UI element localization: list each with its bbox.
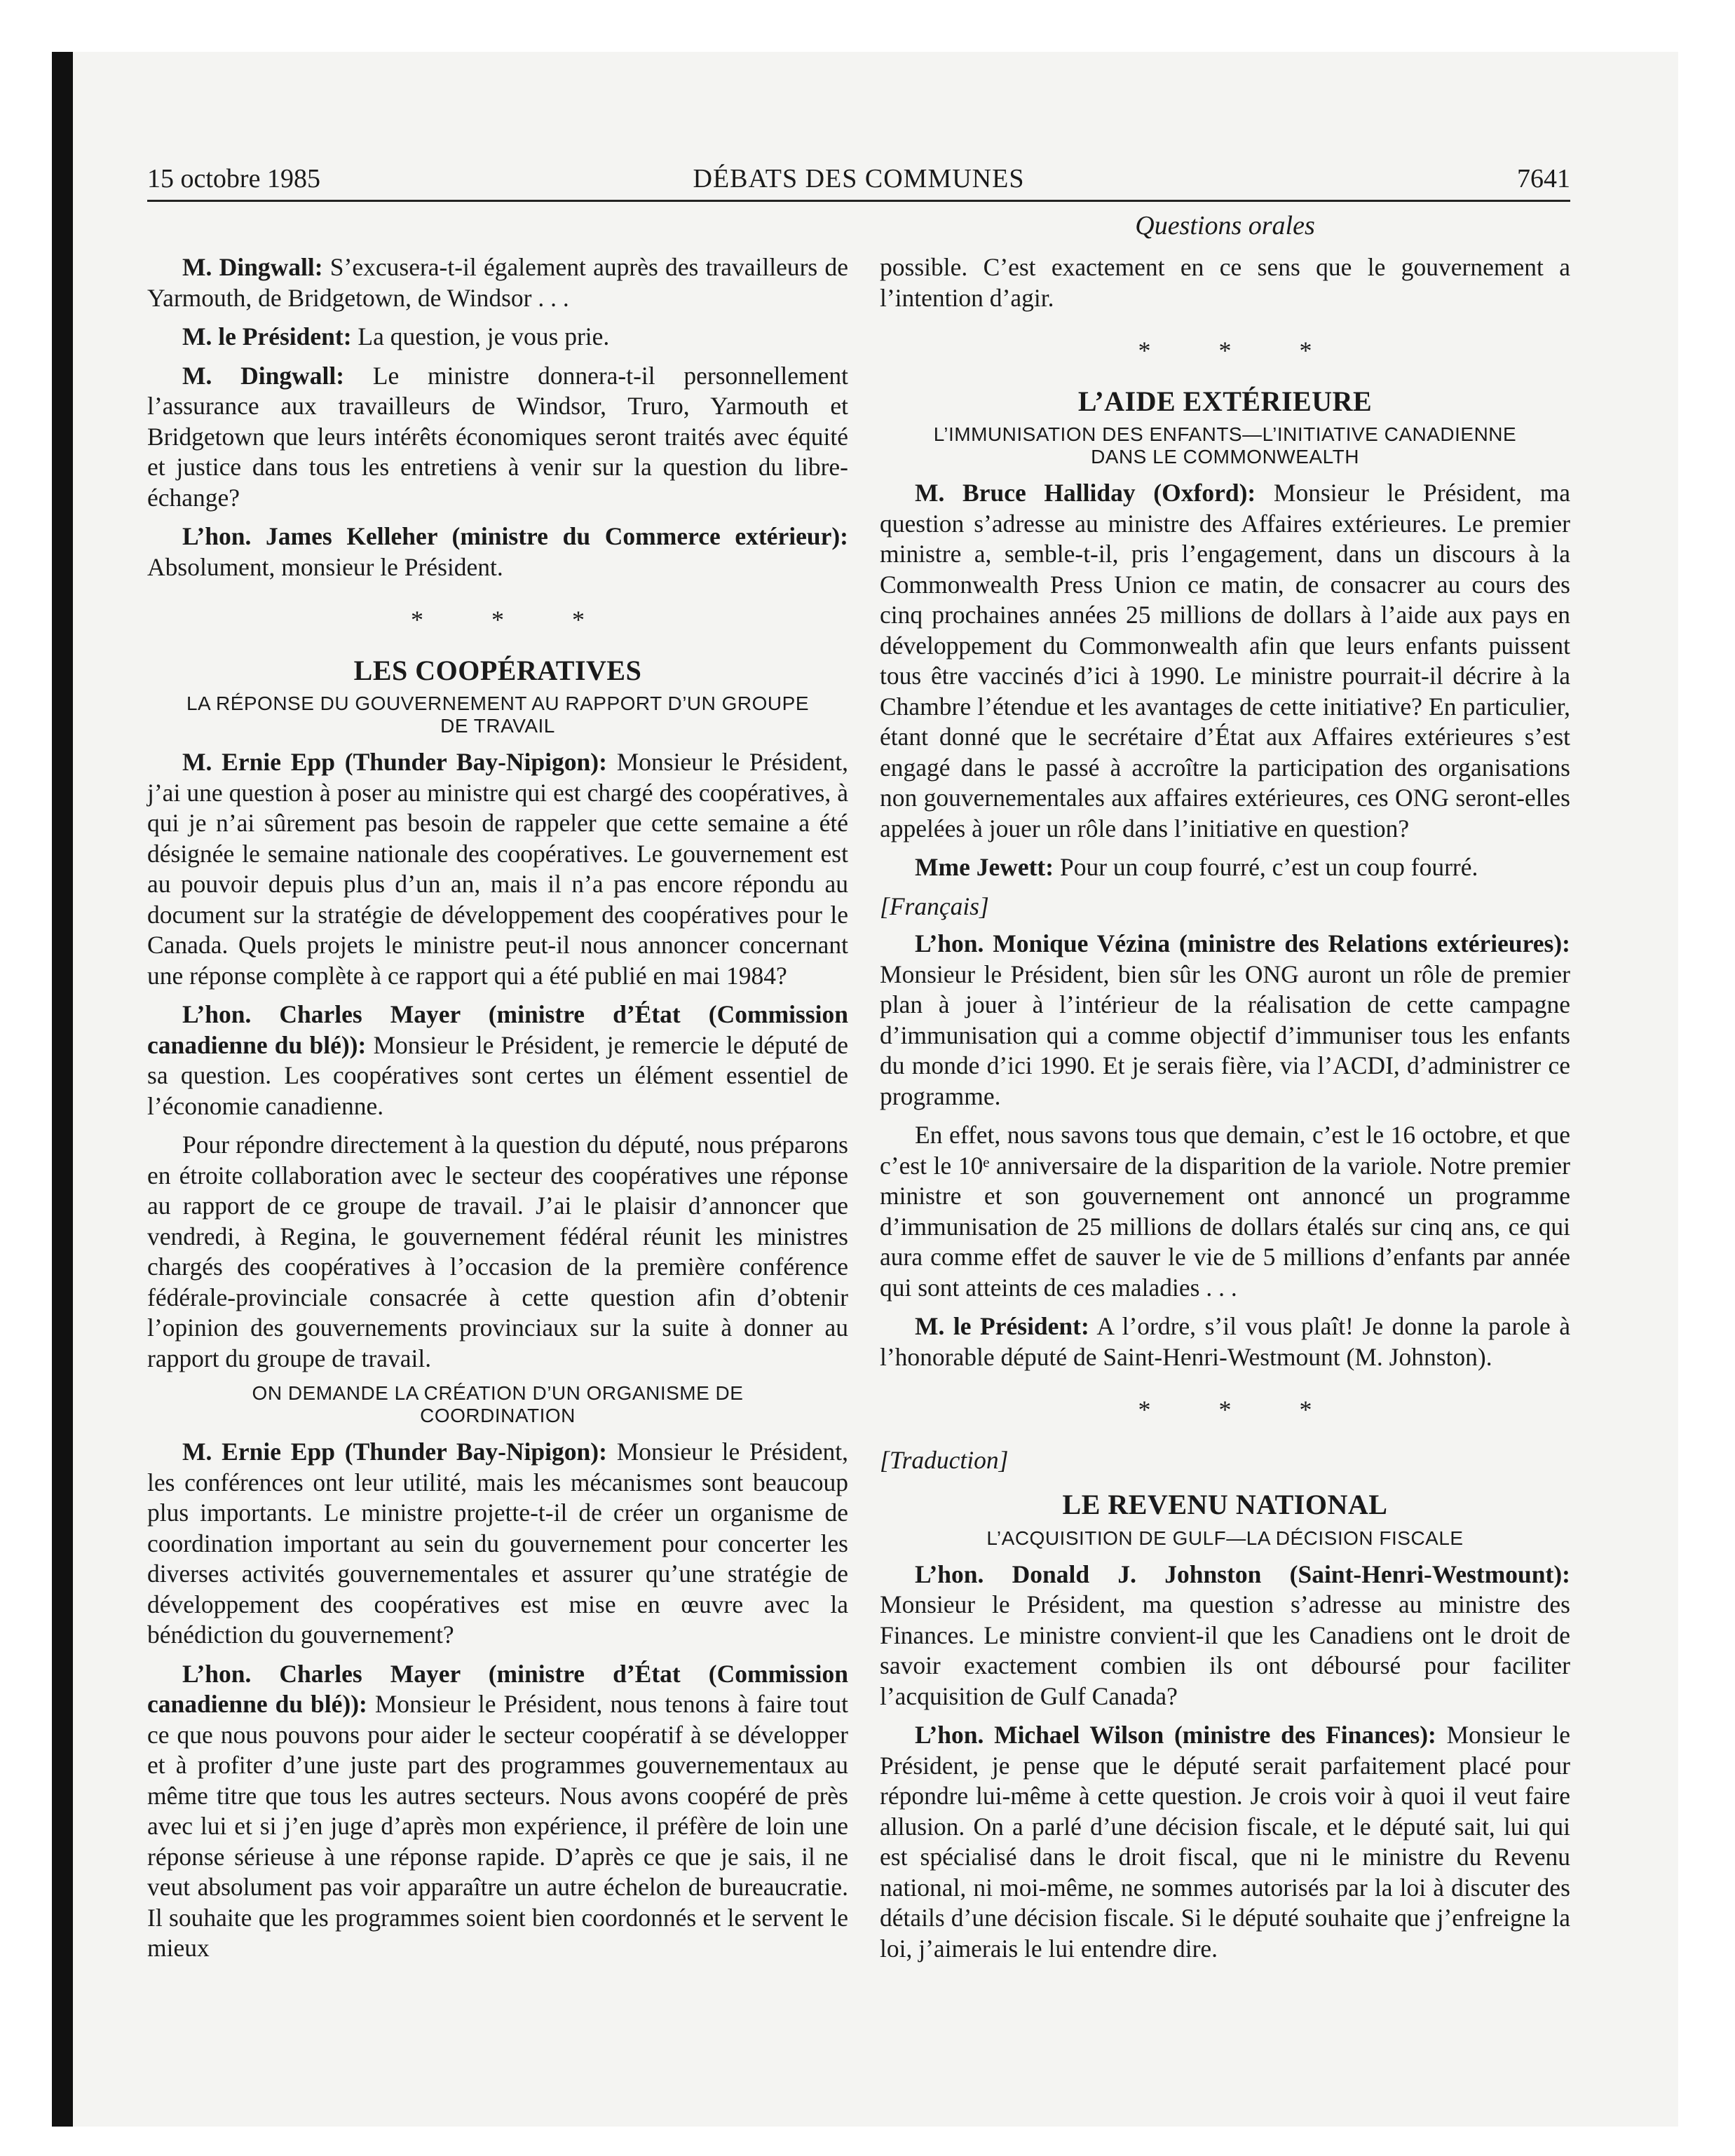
paragraph-text: Monsieur le Président, ma question s’adresse au ministre des Finances. Le ministre convient-il que les Canadiens ont le droit de savoir exactement combien ils ont déboursé pour faciliter l’acquisition de Gulf Canada? bbox=[880, 1590, 1570, 1710]
header-page-number: 7641 bbox=[1517, 164, 1570, 193]
page-header bbox=[147, 158, 1570, 202]
header-date: 15 octobre 1985 bbox=[147, 164, 320, 193]
section-divider-stars: * * * bbox=[1138, 1396, 1343, 1424]
left-column bbox=[147, 252, 848, 1972]
speaker-name: L’hon. Charles Mayer (ministre d’État (Commission canadienne du blé)): bbox=[147, 1659, 848, 1718]
paragraph bbox=[880, 252, 1570, 313]
paragraph bbox=[880, 1560, 1570, 1712]
section-divider-stars: * * * bbox=[411, 606, 615, 634]
paragraph bbox=[880, 1120, 1570, 1303]
paragraph bbox=[880, 1720, 1570, 1964]
section-divider-stars: * * * bbox=[1138, 336, 1343, 364]
paragraph bbox=[147, 322, 848, 353]
speaker-name: M. le Président: bbox=[915, 1312, 1089, 1340]
paragraph-text: Monsieur le Président, les conférences ont leur utilité, mais les mécanismes sont beaucoup plus importants. Le ministre projette-t-il de créer un organisme de coordination important au sein du gouvernement pour concerter les diverses activités gouvernementales et assurer qu’une stratégie de développement des coopératives est mise en œuvre avec la bénédiction du gouvernement? bbox=[147, 1438, 849, 1649]
language-marker: [Traduction] bbox=[880, 1445, 1009, 1474]
paragraph-text: Absolument, monsieur le Président. bbox=[147, 552, 503, 581]
paragraph-text: possible. C’est exactement en ce sens que le gouvernement a l’intention d’agir. bbox=[880, 253, 1570, 312]
speaker-name: L’hon. Monique Vézina (ministre des Relations extérieures): bbox=[915, 929, 1570, 957]
speaker-name: M. Ernie Epp (Thunder Bay-Nipigon): bbox=[182, 748, 607, 776]
speaker-name: M. Dingwall: bbox=[182, 361, 345, 390]
paragraph-text: La question, je vous prie. bbox=[351, 322, 610, 350]
paragraph-text: Monsieur le Président, nous tenons à faire tout ce que nous pouvons pour aider le secteur coopératif à se développer et à profiter d’une juste part des programmes gouvernementaux au même titre que tous les autres secteurs. Nous avons coopéré de près avec lui et si j’en juge d’après mon expérience, il préfère de loin une réponse sérieuse à une réponse rapide. D’après ce que je sais, il ne veut absolument pas voir apparaître un autre échelon de bureaucratie. Il souhaite que les programmes soient bien coordonnés et le servent le mieux bbox=[147, 1690, 848, 1962]
paragraph-text: Pour un coup fourré, c’est un coup fourré. bbox=[1054, 853, 1478, 881]
header-title: DÉBATS DES COMMUNES bbox=[693, 164, 1025, 193]
subsection-heading: LA RÉPONSE DU GOUVERNEMENT AU RAPPORT D’UN GROUPE DE TRAVAIL bbox=[186, 692, 809, 737]
paragraph-text: Monsieur le Président, j’ai une question à poser au ministre qui est chargé des coopératives, à qui je n’ai sûrement pas besoin de rappeler que cette semaine a été désignée le semaine nationale des coopératives. Le gouvernement est au pouvoir depuis plus d’un an, mais il n’a pas encore répondu au document sur la stratégie de développement des coopératives pour le Canada. Quels projets le ministre peut-il nous annoncer concernant une réponse complète à ce rapport qui a été publié en mai 1984? bbox=[147, 748, 849, 990]
right-column bbox=[880, 252, 1570, 1972]
paragraph bbox=[880, 929, 1570, 1112]
paragraph bbox=[147, 252, 848, 313]
language-marker: [Français] bbox=[880, 892, 989, 920]
paragraph bbox=[147, 1437, 848, 1651]
paragraph bbox=[147, 361, 848, 514]
paragraph bbox=[147, 747, 848, 991]
paragraph-text: A l’ordre, s’il vous plaît! Je donne la parole à l’honorable député de Saint-Henri-Westmount (M. Johnston). bbox=[880, 1312, 1571, 1371]
speaker-name: M. Dingwall: bbox=[182, 253, 323, 281]
section-label: Questions orales bbox=[1135, 211, 1315, 240]
paragraph bbox=[880, 478, 1570, 844]
subsection-heading: L’ACQUISITION DE GULF—LA DÉCISION FISCALE bbox=[986, 1527, 1464, 1549]
paragraph-text: Monsieur le Président, je pense que le député serait parfaitement placé pour répondre lui-même à cette question. Je crois voir à quoi il veut faire allusion. On a parlé d’une décision fiscale, et le député sait, lui qui est spécialisé dans le droit fiscal, que ni le ministre du Revenu national, ni moi-même, ne sommes autorisés par la loi à discuter des détails d’une décision fiscale. Si le député souhaite que j’enfreigne la loi, j’aimerais le lui entendre dire. bbox=[880, 1721, 1570, 1963]
speaker-name: M. le Président: bbox=[182, 322, 352, 350]
speaker-name: L’hon. James Kelleher (ministre du Commerce extérieur): bbox=[182, 522, 848, 550]
paragraph bbox=[880, 1311, 1570, 1372]
paragraph-text: En effet, nous savons tous que demain, c’est le 16 octobre, et que c’est le 10ᵉ anniversaire de la disparition de la variole. Notre premier ministre et son gouvernement ont annoncé un programme d’immunisation de 25 millions de dollars étalés sur cinq ans, ce qui aura comme effet de sauver le vie de 5 millions d’enfants par année qui sont atteints de ces maladies . . . bbox=[880, 1121, 1570, 1302]
speaker-name: L’hon. Michael Wilson (ministre des Finances): bbox=[915, 1721, 1436, 1749]
paragraph-text: Monsieur le Président, ma question s’adresse au ministre des Affaires extérieures. Le premier ministre a, semble-t-il, pris l’engagement, dans un discours à la Commonwealth Press Union ce matin, de consacrer au cours des cinq prochaines années 25 millions de dollars à l’aide aux pays en développement du Commonwealth afin que leurs enfants puissent tous être vaccinés d’ici à 1990. Le ministre pourrait-il décrire à la Chambre l’étendue et les avantages de cette initiative? En particulier, étant donné que le secrétaire d’État aux Affaires extérieures s’est engagé dans le passé à accroître la participation des organisations non gouvernementales aux affaires extérieures, ces ONG seront-elles appelées à jouer un rôle dans l’initiative en question? bbox=[880, 479, 1570, 842]
section-heading: LES COOPÉRATIVES bbox=[353, 654, 642, 686]
speaker-name: Mme Jewett: bbox=[915, 853, 1054, 881]
paragraph bbox=[147, 1659, 848, 1964]
scan-edge-bar bbox=[52, 52, 73, 2127]
paragraph bbox=[147, 999, 848, 1121]
paragraph bbox=[147, 1130, 848, 1374]
paragraph-text: S’excusera-t-il également auprès des travailleurs de Yarmouth, de Bridgetown, de Windsor . . . bbox=[147, 253, 848, 312]
speaker-name: L’hon. Donald J. Johnston (Saint-Henri-Westmount): bbox=[915, 1560, 1570, 1588]
paragraph bbox=[880, 852, 1570, 883]
paragraph-text: Monsieur le Président, bien sûr les ONG auront un rôle de premier plan à jouer à l’intérieur de la réalisation de cette campagne d’immunisation qui a comme objectif d’immuniser tous les enfants du monde d’ici 1990. Et je serais fière, via l’ACDI, d’administrer ce programme. bbox=[880, 960, 1570, 1110]
paragraph bbox=[147, 521, 848, 582]
section-heading: LE REVENU NATIONAL bbox=[1062, 1489, 1388, 1520]
subsection-heading: ON DEMANDE LA CRÉATION D’UN ORGANISME DE COORDINATION bbox=[252, 1382, 744, 1426]
speaker-name: M. Bruce Halliday (Oxford): bbox=[915, 479, 1256, 507]
paragraph-text: Pour répondre directement à la question du député, nous préparons en étroite collaboration avec le secteur des coopératives une réponse au rapport de ce groupe de travail. J’ai le plaisir d’annoncer que vendredi, à Regina, le gouvernement fédéral réunit les ministres chargés des coopératives à l’occasion de la première conférence fédérale-provinciale consacrée à cette question afin d’obtenir l’opinion des gouvernements provinciaux sur la suite à donner au rapport du groupe de travail. bbox=[147, 1131, 848, 1372]
paragraph-text: Le ministre donnera-t-il personnellement l’assurance aux travailleurs de Windsor, Truro, Yarmouth et Bridgetown que leurs intérêts économiques seront traités avec équité et justice dans tous les entretiens à venir sur la question du libre-échange? bbox=[147, 361, 848, 512]
speaker-name: L’hon. Charles Mayer (ministre d’État (Commission canadienne du blé)): bbox=[147, 1000, 848, 1059]
paragraph-text: Monsieur le Président, je remercie le député de sa question. Les coopératives sont certes un élément essentiel de l’économie canadienne. bbox=[147, 1030, 848, 1120]
speaker-name: M. Ernie Epp (Thunder Bay-Nipigon): bbox=[182, 1438, 607, 1466]
subsection-heading: L’IMMUNISATION DES ENFANTS—L’INITIATIVE CANADIENNE DANS LE COMMONWEALTH bbox=[933, 423, 1517, 468]
section-heading: L’AIDE EXTÉRIEURE bbox=[1077, 385, 1373, 417]
